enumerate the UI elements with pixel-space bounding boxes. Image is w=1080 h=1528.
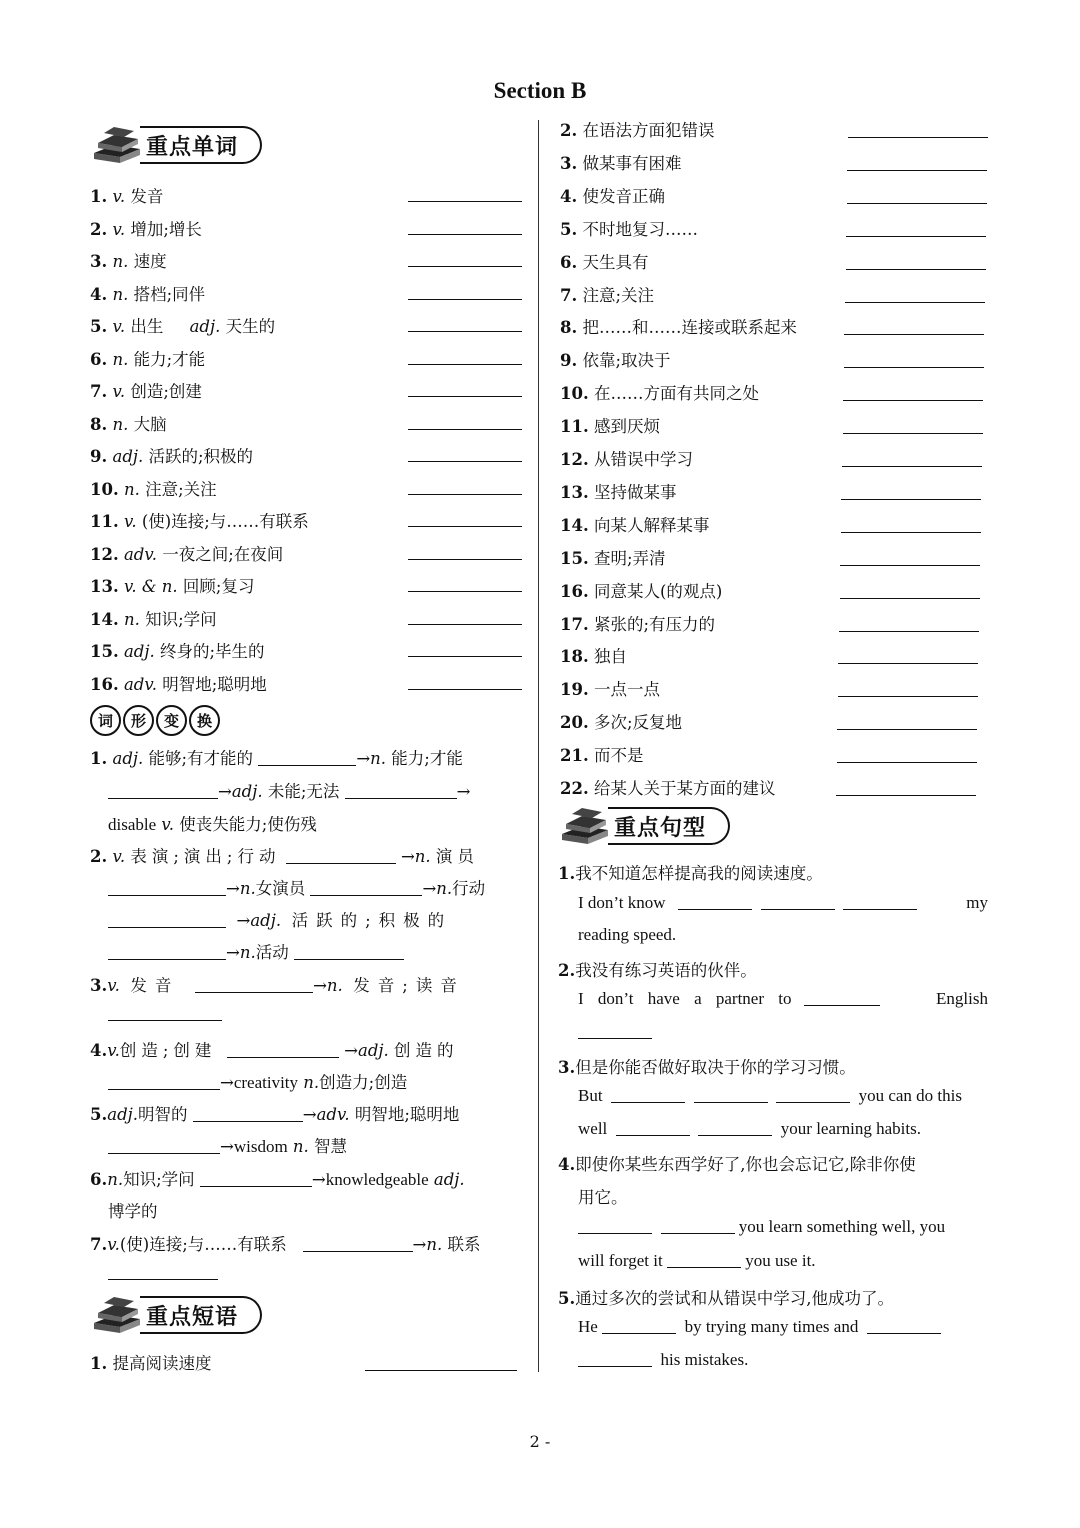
sentence-item: 4.即使你某些东西学好了,你也会忘记它,除非你使 [558,1155,916,1174]
answer-blank[interactable] [310,879,422,896]
vocab-item: 2. v. 增加;增长 [90,219,202,239]
sentence-item [578,1022,652,1042]
vocab-item: 3. n. 速度 [90,252,167,271]
answer-blank[interactable] [602,1317,676,1334]
word-form-item: 7.v.(使)连接;与……有联系 →n. 联系 [90,1235,481,1254]
phrase-item: 15. 查明;弄清 [560,548,666,568]
books-icon [90,1297,144,1333]
sentence-item: 3.但是你能否做好取决于你的学习习惯。 [558,1058,856,1077]
answer-blank[interactable] [847,203,987,204]
word-forms-badge [90,705,220,736]
word-form-item: 6.n.知识;学问 →knowledgeable adj. [90,1170,465,1189]
vocab-item: 9. adj. 活跃的;积极的 [90,447,254,466]
books-icon [558,808,612,844]
phrases-heading: 重点短语 [146,1304,239,1330]
phrase-item: 1. 提高阅读速度 [90,1354,212,1373]
answer-blank[interactable] [578,1217,652,1234]
answer-blank[interactable] [408,429,522,430]
word-form-item: 3.v. 发音 →n. 发音;读音 [90,976,465,995]
phrase-item: 16. 同意某人(的观点) [560,581,723,601]
answer-blank[interactable] [848,137,988,138]
answer-blank[interactable] [578,1350,652,1367]
vocab-item: 7. v. 创造;创建 [90,382,202,401]
word-form-item: →adj. 未能;无法 → [108,778,470,802]
answer-blank[interactable] [195,976,313,993]
answer-blank[interactable] [841,499,981,500]
answer-blank[interactable] [408,494,522,495]
answer-blank[interactable] [303,1235,413,1252]
answer-blank[interactable] [408,559,522,560]
answer-blank[interactable] [840,598,980,599]
phrases-banner [90,1295,262,1335]
sentence-item: 2.我没有练习英语的伙伴。 [558,961,757,980]
phrase-item: 7. 注意;关注 [560,285,655,305]
answer-blank[interactable] [842,466,982,467]
phrase-item: 12. 从错误中学习 [560,450,693,469]
answer-blank[interactable] [844,367,984,368]
word-form-item: →creativity n.创造力;创造 [108,1069,407,1093]
answer-blank[interactable] [408,689,522,690]
vocab-item: 1. v. 发音 [90,187,164,206]
sentence-item: But you can do this [578,1086,962,1105]
answer-blank[interactable] [843,893,917,910]
sentence-item: He by trying many times and [578,1317,941,1337]
sentence-item: 5.通过多次的尝试和从错误中学习,他成功了。 [558,1289,894,1308]
vocab-item: 16. adv. 明智地;聪明地 [90,674,267,694]
word-form-item: →n.女演员 →n.行动 [108,875,485,899]
word-forms-char: 词 [90,705,121,736]
answer-blank[interactable] [867,1317,941,1334]
answer-blank[interactable] [667,1251,741,1268]
word-forms-char: 变 [156,705,187,736]
answer-blank[interactable] [408,234,522,235]
answer-blank[interactable] [108,1137,220,1154]
answer-blank[interactable] [286,847,396,864]
page-title: Section B [493,78,587,103]
word-form-item: 1. adj. 能够;有才能的 →n. 能力;才能 [90,749,463,768]
answer-blank[interactable] [408,266,522,267]
word-form-item [108,1263,218,1282]
phrase-item: 9. 依靠;取决于 [560,351,671,371]
phrase-item: 5. 不时地复习…… [560,219,698,239]
answer-blank[interactable] [843,433,983,434]
phrase-item: 20. 多次;反复地 [560,713,683,733]
word-form-item: 5.adj.明智的 →adv. 明智地;聪明地 [90,1105,460,1124]
phrase-item: 18. 独自 [560,647,627,667]
sentence-item: I don’t know my [578,893,988,912]
answer-blank[interactable] [844,334,984,335]
answer-blank[interactable] [761,893,835,910]
answer-blank[interactable] [345,782,457,799]
word-form-item [108,1004,222,1023]
phrase-item: 22. 给某人关于某方面的建议 [560,779,776,798]
answer-blank[interactable] [845,302,985,303]
sentence-item: reading speed. [578,925,677,944]
answer-blank[interactable] [108,911,226,928]
answer-blank[interactable] [776,1086,850,1103]
word-forms-char: 换 [189,705,220,736]
answer-blank[interactable] [200,1170,312,1187]
phrase-item: 21. 而不是 [560,746,644,766]
answer-blank[interactable] [408,526,522,527]
vocab-heading: 重点单词 [146,134,239,160]
answer-blank[interactable] [616,1119,690,1136]
sentence-item: I don’t have a partner to English [578,989,988,1008]
answer-blank[interactable] [408,331,522,332]
column-divider [538,120,539,1372]
phrase-item: 4. 使发音正确 [560,186,665,206]
answer-blank[interactable] [661,1217,735,1234]
phrase-item: 2. 在语法方面犯错误 [560,121,715,140]
answer-blank[interactable] [108,1263,218,1280]
word-form-item: 博学的 [108,1202,158,1221]
answer-blank[interactable] [365,1370,517,1371]
sentence-item: 1.我不知道怎样提高我的阅读速度。 [558,864,823,883]
answer-blank[interactable] [408,201,522,202]
sentences-banner [558,806,730,846]
answer-blank[interactable] [108,782,218,799]
page-number: 2 - [529,1432,551,1451]
answer-blank[interactable] [804,989,880,1006]
answer-blank[interactable] [408,656,522,657]
answer-blank[interactable] [847,170,987,171]
word-form-item: →adj. 活跃的;积极的 [108,907,452,931]
answer-blank[interactable] [108,943,226,960]
vocab-item: 4. n. 搭档;同伴 [90,284,206,304]
phrase-item: 19. 一点一点 [560,680,660,700]
answer-blank[interactable] [698,1119,772,1136]
answer-blank[interactable] [108,879,226,896]
answer-blank[interactable] [227,1041,339,1058]
vocab-item: 10. n. 注意;关注 [90,479,217,499]
phrase-item: 11. 感到厌烦 [560,417,660,437]
vocab-item: 8. n. 大脑 [90,414,167,434]
answer-blank[interactable] [846,269,986,270]
vocab-item: 14. n. 知识;学问 [90,609,217,629]
books-icon [90,127,144,163]
vocab-item: 6. n. 能力;才能 [90,349,206,369]
sentence-item: 用它。 [578,1188,628,1207]
answer-blank[interactable] [408,396,522,397]
phrase-item: 14. 向某人解释某事 [560,515,710,535]
sentence-item: will forget it you use it. [578,1251,816,1270]
phrase-item: 17. 紧张的;有压力的 [560,614,716,634]
phrase-item: 8. 把……和……连接或联系起来 [560,318,797,338]
phrase-item: 13. 坚持做某事 [560,482,677,502]
answer-blank[interactable] [694,1086,768,1103]
answer-blank[interactable] [578,1022,652,1039]
word-form-item: disable v. 使丧失能力;使伤残 [108,815,317,834]
answer-blank[interactable] [611,1086,685,1103]
word-form-item: 4.v.创造;创建 →adj. 创造的 [90,1041,459,1060]
word-form-item: 2. v. 表演;演出;行动 →n. 演员 [90,847,479,866]
answer-blank[interactable] [839,631,979,632]
answer-blank[interactable] [294,943,404,960]
phrase-item: 10. 在……方面有共同之处 [560,384,759,404]
answer-blank[interactable] [108,1004,222,1021]
vocab-item: 15. adj. 终身的;毕生的 [90,642,265,661]
sentences-heading: 重点句型 [614,815,707,841]
answer-blank[interactable] [841,532,981,533]
answer-blank[interactable] [408,624,522,625]
answer-blank[interactable] [408,364,522,365]
answer-blank[interactable] [258,749,356,766]
vocab-banner [90,125,262,165]
answer-blank[interactable] [108,1073,220,1090]
answer-blank[interactable] [846,236,986,237]
answer-blank[interactable] [408,591,522,592]
word-forms-char: 形 [123,705,154,736]
phrase-item: 3. 做某事有困难 [560,153,682,173]
sentence-item: his mistakes. [578,1350,748,1370]
answer-blank[interactable] [838,696,978,697]
sentence-item: well your learning habits. [578,1119,921,1138]
answer-blank[interactable] [193,1105,303,1122]
answer-blank[interactable] [838,663,978,664]
answer-blank[interactable] [408,461,522,462]
answer-blank[interactable] [837,729,977,730]
answer-blank[interactable] [408,299,522,300]
answer-blank[interactable] [837,762,977,763]
answer-blank[interactable] [843,400,983,401]
phrase-item: 6. 天生具有 [560,252,649,272]
vocab-item: 5. v. 出生 adj. 天生的 [90,317,276,336]
vocab-item: 13. v. & n. 回顾;复习 [90,577,255,596]
vocab-item: 12. adv. 一夜之间;在夜间 [90,544,284,564]
word-form-item: →wisdom n. 智慧 [108,1133,347,1157]
word-form-item: →n.活动 [108,939,404,963]
vocab-item: 11. v. (使)连接;与……有联系 [90,512,309,531]
answer-blank[interactable] [840,565,980,566]
answer-blank[interactable] [836,795,976,796]
sentence-item: you learn something well, you [578,1217,945,1237]
answer-blank[interactable] [678,893,752,910]
